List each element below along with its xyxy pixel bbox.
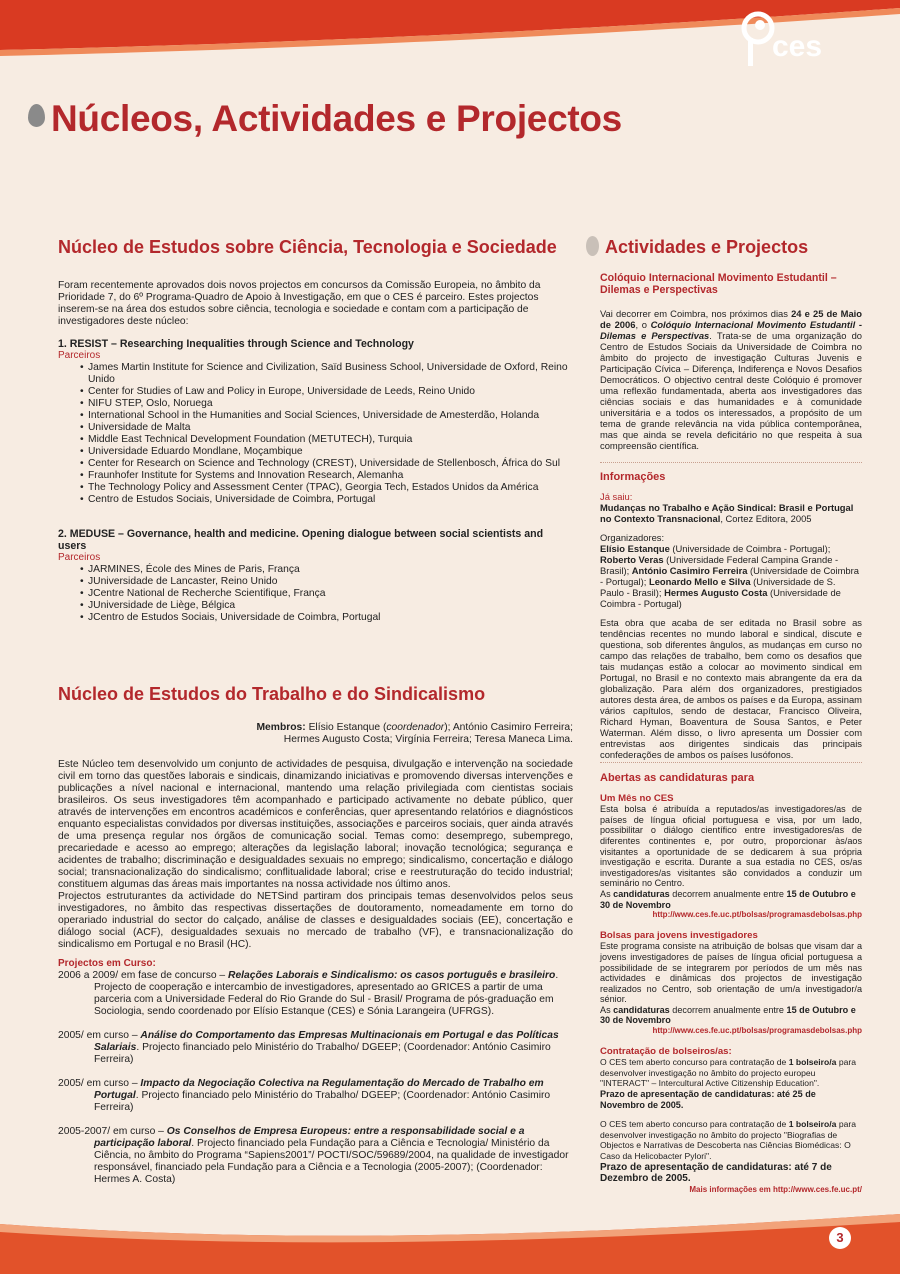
activities-heading-text: Actividades e Projectos	[605, 237, 809, 257]
colloquium-text-a: Vai decorrer em Coimbra, nos próximos dias	[600, 308, 792, 319]
list-item: • JUniversidade de Lancaster, Reino Unido	[88, 576, 573, 588]
organizer-name: António Casimiro Ferreira	[631, 565, 748, 576]
organizer-name: Hermes Augusto Costa	[664, 587, 768, 598]
organizers-list	[600, 543, 862, 609]
resist-partners-list	[58, 362, 573, 506]
colloquium-text-c: . Trata-se de uma organização do Centro de Estudos Sociais da Universidade de Coimbra no âmbito do projecto de investigação Culturas Juvenis e Participação Cívica – Diferença, Indiferença e Novos Desafios Democráticos. O objectivo central deste Colóquio é promover uma reflexão fundamentada, aberta aos investigadores das ciências sociais e das humanidades e à comunidade universitária e a todos os interessados, a propósito de um tema de grande relevância na vida pública contemporânea, mas que ainda se revela deficitário no que respeita à sua compreensão científica.	[600, 330, 863, 451]
book-reference	[600, 502, 862, 524]
call3-title: Contratação de bolseiros/as:	[600, 1045, 732, 1057]
list-item: • Universidade Eduardo Mondlane, Moçambique	[88, 446, 573, 458]
members-coordinator: coordenador	[386, 722, 445, 733]
project-item	[58, 1030, 573, 1066]
list-item: • Centro de Estudos Sociais, Universidade de Coimbra, Portugal	[88, 494, 573, 506]
call3-deadline-b: Prazo de apresentação de candidaturas: até 7 de Dezembro de 2005.	[600, 1161, 832, 1185]
project-title: Análise do Comportamento das Empresas Multinacionais em Portugal e das Políticas Salariais	[94, 1030, 559, 1053]
divider	[600, 762, 862, 763]
colloquium-text	[600, 308, 862, 451]
info-section	[600, 472, 862, 760]
calls-section	[600, 773, 862, 1195]
list-item: • JCentro de Estudos Sociais, Universidade de Coimbra, Portugal	[88, 612, 573, 624]
call2-link[interactable]: http://www.ces.fe.uc.pt/bolsas/programasdebolsas.php	[652, 1026, 862, 1036]
page-number: 3	[829, 1227, 851, 1249]
deadline-text: 15 de Outubro e 30 de Novembro	[600, 888, 856, 910]
members-text-2: ); António Casimiro Ferreira;	[444, 722, 573, 733]
organizer-aff: (Universidade Federal Campina Grande - Brasil);	[600, 554, 839, 576]
organizers-label: Organizadores:	[600, 532, 665, 543]
project-title: Impacto da Negociação Colectiva na Regulamentação do Mercado de Trabalho em Portugal	[94, 1078, 544, 1101]
project-date: 2005/ em curso –	[58, 1078, 141, 1089]
labour-members	[58, 722, 573, 746]
bullet-dot-icon	[28, 104, 45, 127]
call3-text: O CES tem aberto concurso para contratação de	[600, 1057, 789, 1068]
meduse-partners-list	[58, 564, 573, 624]
project-item	[58, 970, 573, 1018]
call2-description: Este programa consiste na atribuição de bolsas que visam dar a jovens investigadores de países de língua oficial portuguesa a possibilidade de se integrarem por períodos de um mês nas actividades e dinâmicas dos projectos de investigação realizados no Centro, sob orientação de um/a investigador/a sénior.	[600, 941, 862, 1005]
members-label: Membros:	[256, 722, 306, 733]
call3-position-b	[600, 1119, 862, 1161]
organizer-name: Leonardo Mello e Silva	[648, 576, 751, 587]
labour-body-1: Este Núcleo tem desenvolvido um conjunto de actividades de pesquisa, divulgação e intervenção na sociedade civil em torno das questões laborais e sindicais, dinamizando iniciativas e promovendo diversas intervenções e publicações a nível nacional e internacional, mantendo uma relação privilegiada com cientistas sociais brasileiros. Os seus investigadores têm acompanhado e participado activamente no debate público, quer através de intervenções em encontros académicos e conferências, quer apresentando relatórios e diagnósticos enquanto especialistas convidados por diversas instituições, associações e parceiros sociais, quer ainda através de uma presença regular nos órgãos de comunicação social. Temas como: desemprego, subemprego, precariedade e acesso ao emprego; alterações da legislação laboral; inovação tecnológica; segurança e acidentes de trabalho; discriminação e desigualdades sexuais no emprego; sindicalismo, concertação e diálogo social; transnacionalização do sindicalismo; conflitualidade laboral; crise e reestruturação do tecido industrial; constituem algumas das áreas mais importantes na nossa actividade nos último anos.	[58, 759, 573, 890]
sts-section	[58, 280, 573, 624]
activities-section	[600, 272, 862, 451]
page-title	[28, 98, 622, 140]
ces-logo-text: ces	[772, 30, 823, 63]
colloquium-name: Colóquio Internacional Movimento Estudantil - Dilemas e Perspectivas	[600, 319, 863, 341]
organizer-name: Roberto Veras	[600, 554, 664, 565]
calls-heading: Abertas as candidaturas para	[600, 772, 755, 784]
organizer-name: Elísio Estanque	[600, 543, 670, 554]
list-item: • Center for Studies of Law and Policy in Europe, Universidade de Leeds, Reino Unido	[88, 386, 573, 398]
projects-label: Projectos em Curso:	[58, 958, 156, 969]
list-item: • Middle East Technical Development Foundation (METUTECH), Turquia	[88, 434, 573, 446]
organizer-aff: (Universidade de Coimbra - Portugal)	[600, 587, 841, 609]
released-label: Já saiu:	[600, 491, 633, 502]
call1-link[interactable]: http://www.ces.fe.uc.pt/bolsas/programasdebolsas.php	[652, 910, 862, 920]
call2-deadline	[600, 1005, 862, 1026]
project-date: 2005/ em curso –	[58, 1030, 141, 1041]
more-info-link[interactable]: Mais informações em http://www.ces.fe.uc.pt/	[689, 1184, 862, 1194]
call3-text: para desenvolver investigação no âmbito do projecto "Biografias de Objectos e Narrativas de Descoberta nas Ciências Biomédicas: O Caso da Helicobacter Pylori".	[600, 1119, 857, 1161]
call3-deadline-a: Prazo de apresentação de candidaturas: até 25 de Novembro de 2005.	[600, 1089, 816, 1110]
book-title: Mudanças no Trabalho e Ação Sindical: Brasil e Portugal no Contexto Transnacional	[600, 502, 854, 524]
sts-intro: Foram recentemente aprovados dois novos projectos em concursos da Comissão Europeia, no âmbito da Prioridade 7, do 6º Programa-Quadro de Apoio à Investigação, em que o CES é parceiro. Estes projectos inserem-se na área dos estudos sobre ciência, tecnologia e sociedade e contam com a participação de investigadores deste núcleo:	[58, 280, 541, 327]
info-heading: Informações	[600, 471, 666, 483]
deadline-text: As	[600, 1004, 614, 1015]
deadline-text: candidaturas	[613, 888, 670, 899]
project-title: Os Conselhos de Empresa Europeus: entre a responsabilidade social e a participação laboral	[94, 1126, 525, 1149]
project-date: 2006 a 2009/ em fase de concurso –	[58, 970, 229, 981]
page-title-text: Núcleos, Actividades e Projectos	[51, 98, 622, 139]
meduse-title: 2. MEDUSE – Governance, health and medicine. Opening dialogue between social scientists and users	[58, 528, 544, 552]
organizer-aff: (Universidade de Coimbra - Portugal);	[600, 565, 859, 587]
list-item: • JUniversidade de Liège, Bélgica	[88, 600, 573, 612]
deadline-text: 15 de Outubro e 30 de Novembro	[600, 1004, 856, 1026]
ces-logo	[738, 8, 848, 72]
labour-body-2: Projectos estruturantes da actividade do NETSind partiram dos principais temas desenvolvidos pelos seus investigadores, no âmbito das respectivas dissertações de doutoramento, nomeadamente em torno do operariado industrial do sector do calçado, análise de classes e desigualdades sociais (EE), concertação e diálogo social (ACF), desigualdades sexuais no mercado de trabalho (VF), e transnacionalização do sindicalismo em Portugal e no Brasil (HC).	[58, 891, 573, 950]
call1-deadline	[600, 889, 862, 910]
call3-text: 1 bolseiro/a	[788, 1119, 837, 1130]
project-desc: . Projecto financiado pelo Ministério do Trabalho/ DGEEP; (Coordenador: António Casimiro Ferreira)	[94, 1090, 551, 1113]
members-text-3: Hermes Augusto Costa; Virgínia Ferreira; Teresa Maneca Lima.	[283, 734, 573, 745]
call1-description: Esta bolsa é atribuída a reputados/as investigadores/as de países de língua oficial portuguesa e visa, por um lado, possibilitar o diálogo científico entre investigadores/as de diferentes continentes e, por outro, proporcionar às/aos visitantes a oportunidade de se dedicarem à sua própria investigação e escrita. Durante a sua estadia no CES, os/as investigadores/as visitantes são convidados a conduzir um seminário no Centro.	[600, 804, 862, 889]
book-description: Esta obra que acaba de ser editada no Brasil sobre as tendências recentes no mundo laboral e sindical, discute e questiona, sob diferentes ângulos, as mudanças em curso no campo das relações de trabalho, bem como os desafios que tais mudanças estão a colocar ao movimento sindical em Portugal, no Brasil e no contexto mais abrangente da era da globalização. Para além dos organizadores, prestigiados autores desta área, de ambos os países e da Europa, assinam vários capítulos, sendo de destacar, Francisco Oliveira, Richard Hyman, Boaventura de Sousa Santos, e Peter Waterman. Além disso, o livro apresenta um Dossier com entrevistas aos dirigentes sindicais das principais confederações de ambos os países lusófonos.	[600, 617, 862, 760]
list-item: • Fraunhofer Institute for Systems and Innovation Research, Alemanha	[88, 470, 573, 482]
call3-text: 1 bolseiro/a	[788, 1057, 837, 1068]
labour-heading: Núcleo de Estudos do Trabalho e do Sindicalismo	[58, 684, 486, 704]
project-item	[58, 1126, 573, 1186]
colloquium-title: Colóquio Internacional Movimento Estudantil – Dilemas e Perspectivas	[600, 272, 837, 296]
labour-section	[58, 722, 573, 1186]
sts-heading: Núcleo de Estudos sobre Ciência, Tecnologia e Sociedade	[58, 237, 557, 257]
bullet-dot-icon	[586, 236, 599, 256]
deadline-text: decorrem anualmente entre	[669, 888, 787, 899]
list-item: • NIFU STEP, Oslo, Noruega	[88, 398, 573, 410]
call2-title: Bolsas para jovens investigadores	[600, 929, 758, 941]
list-item: • JARMINES, École des Mines de Paris, França	[88, 564, 573, 576]
bottom-decorative-band	[0, 1204, 900, 1274]
divider	[600, 462, 862, 463]
call3-text: O CES tem aberto concurso para contratação de	[600, 1119, 789, 1130]
resist-title: 1. RESIST – Researching Inequalities through Science and Technology	[58, 338, 414, 350]
book-publisher: , Cortez Editora, 2005	[720, 513, 812, 524]
list-item: • JCentre National de Recherche Scientifique, França	[88, 588, 573, 600]
call3-text: para desenvolver investigação no âmbito do projecto europeu "INTERACT" – Intercultural Active Citizenship Education".	[600, 1057, 857, 1089]
call3-position-a	[600, 1057, 862, 1089]
deadline-text: As	[600, 888, 614, 899]
organizer-aff: (Universidade de S. Paulo - Brasil);	[600, 576, 836, 598]
organizer-aff: (Universidade de Coimbra - Portugal);	[669, 543, 831, 554]
resist-partners-label: Parceiros	[58, 350, 101, 361]
list-item: • International School in the Humanities and Social Sciences, Universidade de Amesterdão, Holanda	[88, 410, 573, 422]
call1-title: Um Mês no CES	[600, 792, 674, 804]
colloquium-date: 24 e 25 de Maio de 2006	[600, 308, 862, 330]
project-date: 2005-2007/ em curso –	[58, 1126, 167, 1137]
project-desc: . Projecto financiado pela Fundação para a Ciência e Tecnologia/ Ministério da Ciência, no âmbito do Programa “Sapiens2001”/ POCTI/SOC/59689/2004, na qualidade de investigador responsável, financiado pela Fundação para a Ciência e a Tecnologia (2005-2007); (Coordenador: Hermes A. Costa)	[94, 1138, 569, 1185]
deadline-text: candidaturas	[613, 1004, 670, 1015]
list-item: • The Technology Policy and Assessment Center (TPAC), Georgia Tech, Estados Unidos da América	[88, 482, 573, 494]
project-desc: . Projecto financiado pelo Ministério do Trabalho/ DGEEP; (Coordenador: António Casimiro Ferreira)	[94, 1042, 551, 1065]
project-item	[58, 1078, 573, 1114]
meduse-partners-label: Parceiros	[58, 552, 101, 563]
list-item: • Center for Research on Science and Technology (CREST), Universidade de Stellenbosch, África do Sul	[88, 458, 573, 470]
list-item: • Universidade de Malta	[88, 422, 573, 434]
activities-heading	[586, 236, 808, 258]
deadline-text: decorrem anualmente entre	[669, 1004, 787, 1015]
colloquium-text-b: , o	[635, 319, 651, 330]
members-text-1: Elísio Estanque (	[308, 722, 387, 733]
project-desc: . Projecto de cooperação e intercambio de investigadores, apresentado ao GRICES a partir de uma parceria com a Universidade Federal do Rio Grande do Sul - Brasil/ Programa de pós-graduação em Sociologia, sendo coordenado por Elísio Estanque (CES) e Sónia Larangeira (UFRGS).	[94, 970, 559, 1017]
list-item: • James Martin Institute for Science and Civilization, Saïd Business School, Universidade de Oxford, Reino Unido	[88, 362, 573, 386]
project-title: Relações Laborais e Sindicalismo: os casos português e brasileiro	[228, 970, 556, 981]
